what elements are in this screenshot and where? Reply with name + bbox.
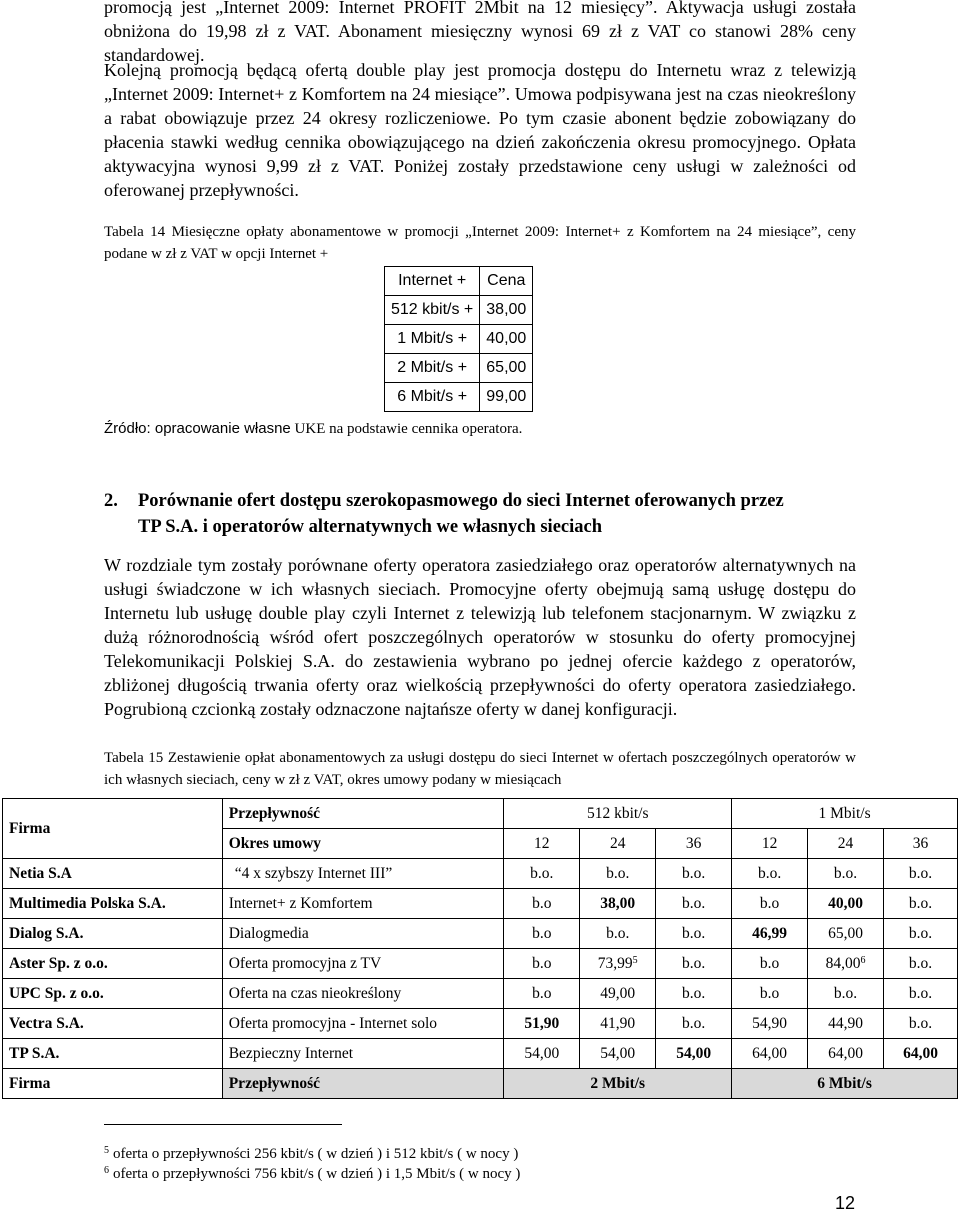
price-cell: b.o.	[884, 919, 958, 949]
table15-header-throughput: Przepływność	[222, 799, 504, 829]
firm-name: UPC Sp. z o.o.	[3, 979, 223, 1009]
firm-name: Dialog S.A.	[3, 919, 223, 949]
table-row	[3, 949, 958, 979]
footnote-divider	[104, 1124, 342, 1125]
section-title-line1: Porównanie ofert dostępu szerokopasmowego do sieci Internet oferowanych przez	[138, 491, 784, 511]
table-row	[3, 1009, 958, 1039]
price-cell: 65,00	[808, 919, 884, 949]
paragraph-comparison: W rozdziale tym zostały porównane oferty operatora zasiedziałego oraz operatorów alternatywnych na usługi świadczone w ich własnych sieciach. Promocyjne oferty obejmują samą usługę dostępu do Internetu lub usługę double play czyli Internet z telewizją lub telefonem stacjonarnym. W związku z dużą różnorodnością wśród ofert poszczególnych operatorów w stosunku do oferty promocyjnej Telekomunikacji Polskiej S.A. do zestawienia wybrano po jednej ofercie każdego z operatorów, zbliżonej długością trwania oferty oraz wielkością przepływności do oferty operatora zasiedziałego. Pogrubioną czcionką zostały odznaczone najtańsze oferty w danej konfiguracji.	[104, 555, 856, 719]
price-cell-cheapest: 51,90	[504, 1009, 580, 1039]
table14-price: 99,00	[480, 383, 533, 412]
price-cell: b.o	[504, 889, 580, 919]
price-cell: 64,00	[808, 1039, 884, 1069]
table-row	[3, 919, 958, 949]
firm-name: Aster Sp. z o.o.	[3, 949, 223, 979]
price-cell: 54,00	[504, 1039, 580, 1069]
price-cell: 73,99$^5$	[580, 949, 656, 979]
section-heading	[104, 488, 864, 540]
price-cell: 49,00	[580, 979, 656, 1009]
price-cell: b.o.	[732, 859, 808, 889]
table15-footer-2mbit: 2 Mbit/s	[504, 1069, 732, 1099]
price-cell: b.o	[504, 919, 580, 949]
price-cell: b.o.	[656, 859, 732, 889]
price-cell: b.o.	[656, 1009, 732, 1039]
table15-footer-6mbit: 6 Mbit/s	[732, 1069, 958, 1099]
price-cell: b.o.	[808, 859, 884, 889]
table14-speed: 512 kbit/s +	[385, 296, 480, 325]
footnote-ref-6: 6	[860, 954, 866, 966]
paragraph-double-play: Kolejną promocją będącą ofertą double play jest promocja dostępu do Internetu wraz z telewizją „Internet 2009: Internet+ z Komfortem na 24 miesiące”. Umowa podpisywana jest na czas nieokreślony a rabat obowiązuje przez 24 okresy rozliczeniowe. Po tym czasie abonent będzie zobowiązany do płacenia stawki według cennika obowiązującego na dzień zakończenia okresu promocyjnego. Opłata aktywacyjna wynosi 9,99 zł z VAT. Poniżej zostały przedstawione ceny usługi w zależności od oferowanej przepływności.	[104, 60, 856, 200]
section-title-line2: TP S.A. i operatorów alternatywnych we własnych sieciach	[138, 517, 603, 537]
firm-name: Vectra S.A.	[3, 1009, 223, 1039]
footnote-6: $^6$ oferta o przepływności 756 kbit/s ( w dzień ) i 1,5 Mbit/s ( w nocy )	[104, 1165, 521, 1182]
price-cell: b.o.	[884, 1009, 958, 1039]
table15-period: 24	[808, 829, 884, 859]
price-cell: 54,00	[580, 1039, 656, 1069]
section-number: 2.	[104, 491, 118, 511]
table-row	[3, 859, 958, 889]
price-cell-cheapest: 38,00	[580, 889, 656, 919]
price-cell: b.o.	[884, 979, 958, 1009]
price-cell-cheapest: 54,00	[656, 1039, 732, 1069]
price-cell: b.o.	[808, 979, 884, 1009]
price-cell: 84,00$^6$	[808, 949, 884, 979]
footnote-ref-5: 5	[632, 954, 638, 966]
table14	[384, 266, 533, 412]
table14-header-price: Cena	[480, 267, 533, 296]
table15-header-1mbit: 1 Mbit/s	[732, 799, 958, 829]
offer-name: Dialogmedia	[222, 919, 504, 949]
price-cell: 41,90	[580, 1009, 656, 1039]
firm-name: TP S.A.	[3, 1039, 223, 1069]
offer-name: Bezpieczny Internet	[222, 1039, 504, 1069]
table15-header-firm: Firma	[3, 799, 223, 859]
table14-price: 38,00	[480, 296, 533, 325]
price-cell: b.o.	[884, 889, 958, 919]
price-cell: b.o	[504, 949, 580, 979]
table15-header-512: 512 kbit/s	[504, 799, 732, 829]
table14-source: Źródło: opracowanie własne UKE na podstawie cennika operatora.	[104, 420, 523, 437]
table-row	[3, 979, 958, 1009]
paragraph-promo-profit: promocją jest „Internet 2009: Internet PROFIT 2Mbit na 12 miesięcy”. Aktywacja usługi została obniżona do 19,98 zł z VAT. Abonament miesięczny wynosi 69 zł z VAT co stanowi 28% ceny standardowej.	[104, 0, 856, 65]
price-cell: b.o.	[580, 859, 656, 889]
table15-period: 12	[504, 829, 580, 859]
price-cell: b.o.	[656, 949, 732, 979]
footnote-5: $^5$ oferta o przepływności 256 kbit/s ( w dzień ) i 512 kbit/s ( w nocy )	[104, 1145, 519, 1162]
table14-price: 40,00	[480, 325, 533, 354]
price-cell: b.o.	[580, 919, 656, 949]
table15	[2, 798, 958, 1099]
price-cell: b.o.	[884, 949, 958, 979]
table-row	[3, 889, 958, 919]
table-row	[3, 1039, 958, 1069]
price-cell-cheapest: 46,99	[732, 919, 808, 949]
price-cell: 54,90	[732, 1009, 808, 1039]
table15-footer-throughput: Przepływność	[222, 1069, 504, 1099]
price-cell: b.o	[732, 979, 808, 1009]
firm-name: Multimedia Polska S.A.	[3, 889, 223, 919]
table14-speed: 2 Mbit/s +	[385, 354, 480, 383]
table14-speed: 1 Mbit/s +	[385, 325, 480, 354]
table14-speed: 6 Mbit/s +	[385, 383, 480, 412]
price-cell: 64,00	[732, 1039, 808, 1069]
price-cell: b.o.	[656, 889, 732, 919]
table15-period: 12	[732, 829, 808, 859]
table14-header-internet: Internet +	[385, 267, 480, 296]
price-cell: b.o.	[884, 859, 958, 889]
table14-price: 65,00	[480, 354, 533, 383]
price-cell-cheapest: 64,00	[884, 1039, 958, 1069]
price-cell: 44,90	[808, 1009, 884, 1039]
table15-period: 24	[580, 829, 656, 859]
price-cell: b.o.	[656, 979, 732, 1009]
table15-period: 36	[884, 829, 958, 859]
page-number: 12	[835, 1193, 856, 1213]
price-cell: b.o	[732, 889, 808, 919]
price-cell: b.o	[732, 949, 808, 979]
offer-name: Internet+ z Komfortem	[222, 889, 504, 919]
price-cell-cheapest: 40,00	[808, 889, 884, 919]
table15-caption: Tabela 15 Zestawienie opłat abonamentowych za usługi dostępu do sieci Internet w ofertach poszczególnych operatorów w ich własnych sieciach, ceny w zł z VAT, okres umowy podany w miesiącach	[104, 750, 856, 788]
table15-footer-firm: Firma	[3, 1069, 223, 1099]
price-cell: b.o	[504, 979, 580, 1009]
offer-name: Oferta na czas nieokreślony	[222, 979, 504, 1009]
table15-period: 36	[656, 829, 732, 859]
offer-name: “4 x szybszy Internet III”	[222, 859, 504, 889]
price-cell: b.o.	[504, 859, 580, 889]
offer-name: Oferta promocyjna - Internet solo	[222, 1009, 504, 1039]
price-cell: b.o.	[656, 919, 732, 949]
firm-name: Netia S.A	[3, 859, 223, 889]
table14-caption: Tabela 14 Miesięczne opłaty abonamentowe w promocji „Internet 2009: Internet+ z Komfortem na 24 miesiące”, ceny podane w zł z VAT w opcji Internet +	[104, 224, 856, 262]
table15-header-period: Okres umowy	[222, 829, 504, 859]
offer-name: Oferta promocyjna z TV	[222, 949, 504, 979]
